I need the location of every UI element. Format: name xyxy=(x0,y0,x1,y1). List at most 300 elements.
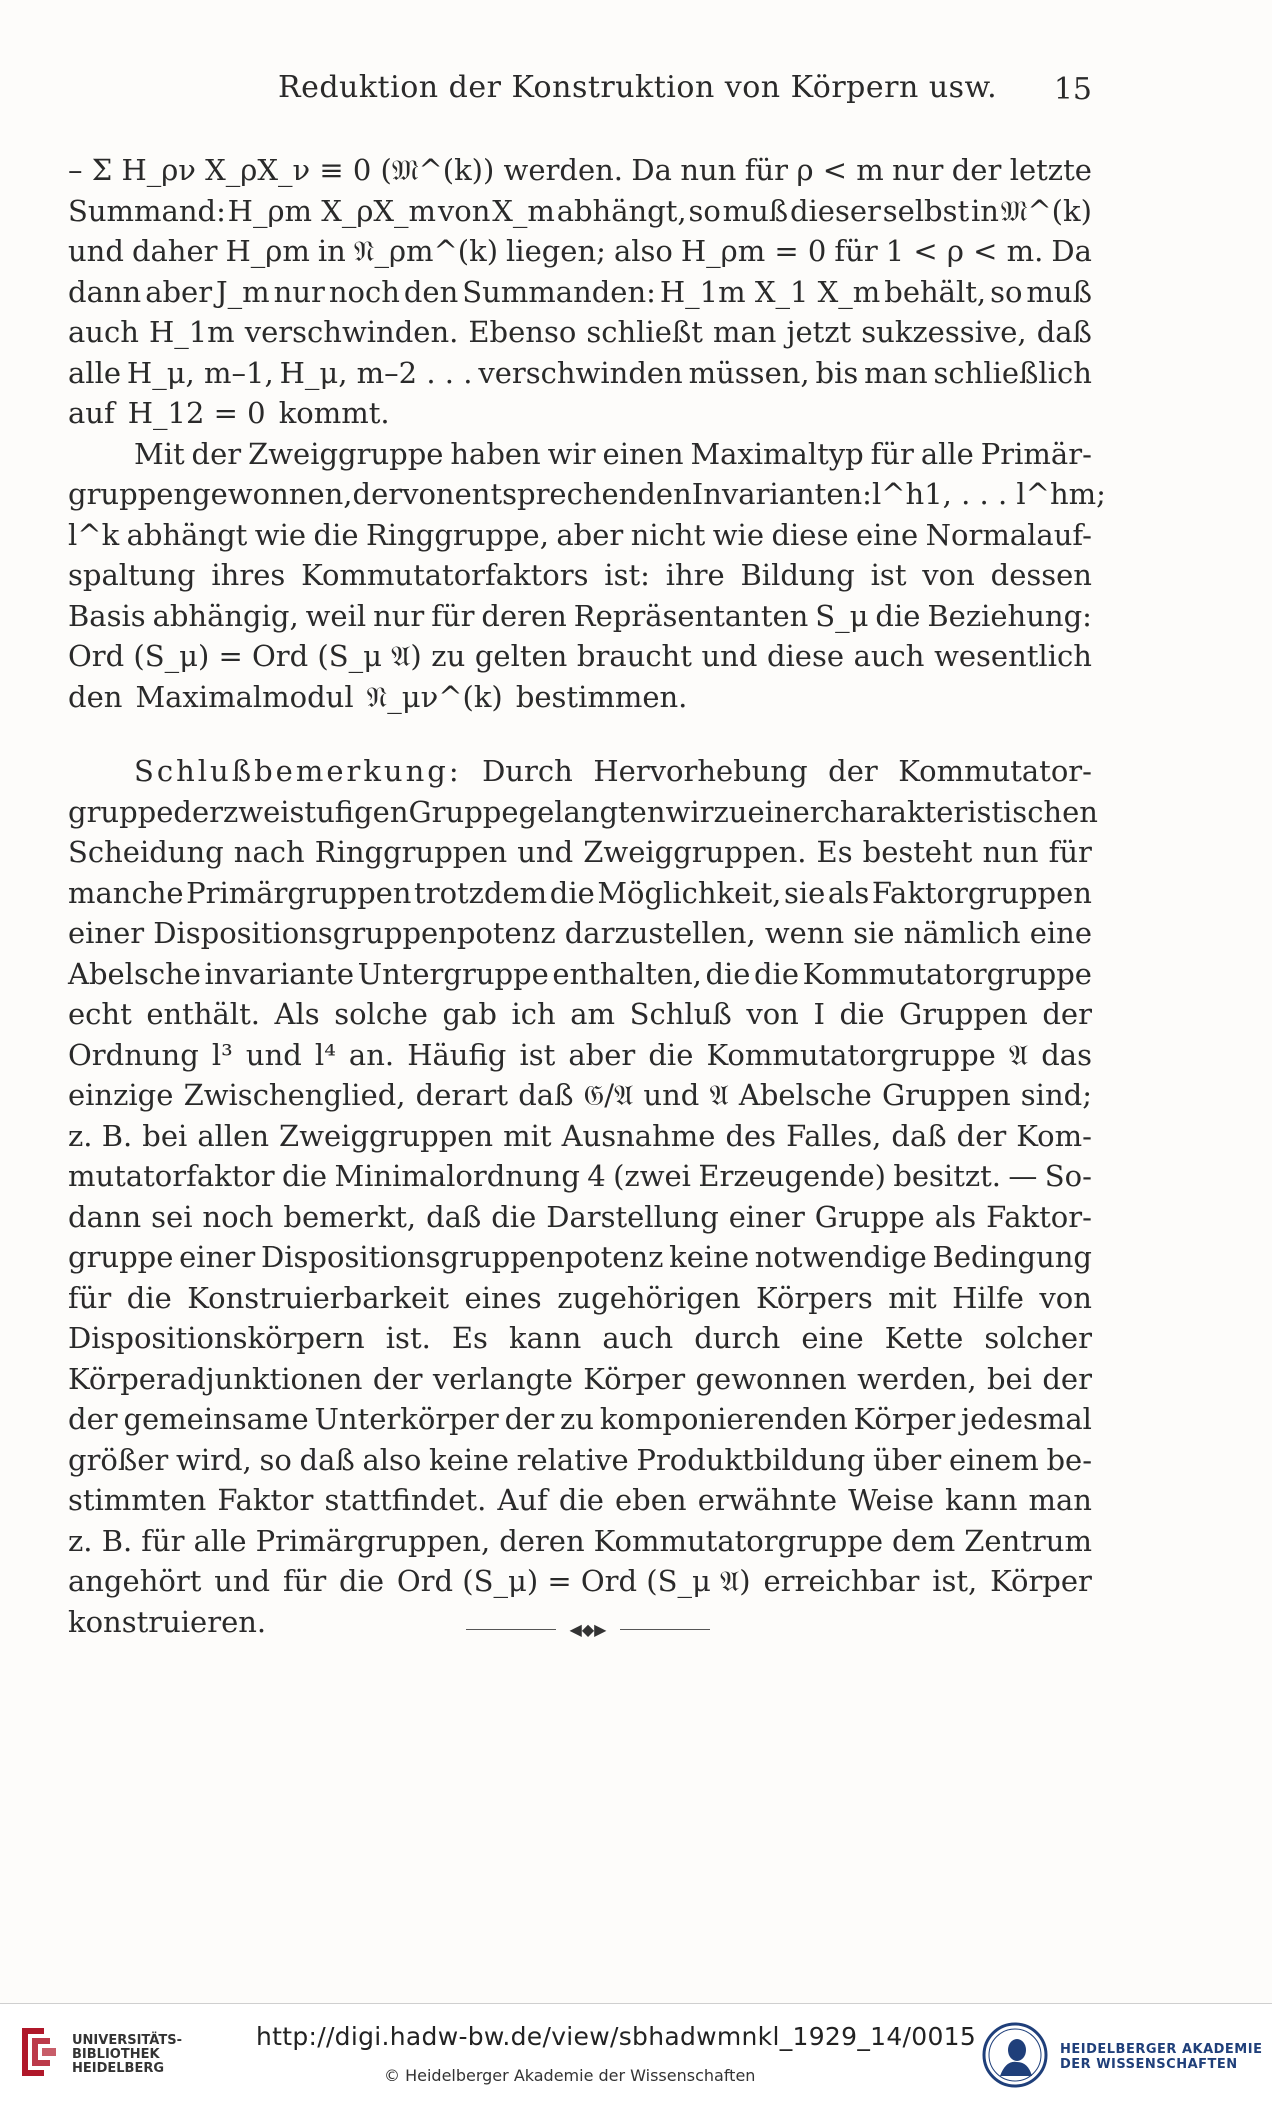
text-word: Hervorhebung xyxy=(593,754,808,788)
text-word: so xyxy=(990,274,1023,309)
text-word: Bedingung xyxy=(932,1240,1092,1274)
text-word: Summanden: xyxy=(462,274,656,309)
text-word: dann xyxy=(68,1199,142,1234)
text-word: schließt xyxy=(586,315,703,349)
copyright-notice: © Heidelberger Akademie der Wissenschaften xyxy=(384,2066,756,2085)
text-word: solcher xyxy=(984,1321,1092,1355)
text-word: der xyxy=(956,1118,1007,1153)
text-word: wenn xyxy=(764,916,845,950)
text-word: abhängt xyxy=(126,517,248,552)
text-line xyxy=(68,393,1092,434)
text-word: daß xyxy=(299,1442,355,1477)
text-word: und xyxy=(68,234,124,268)
text-word: eine xyxy=(801,1321,864,1355)
page-header xyxy=(68,70,1092,110)
text-line xyxy=(68,954,1092,995)
text-word: ist xyxy=(870,558,907,592)
text-word: be- xyxy=(1046,1442,1092,1477)
text-word: die xyxy=(549,875,595,910)
text-word: deren xyxy=(481,598,567,633)
text-word: alle xyxy=(193,1523,247,1558)
text-word: charakteristischen xyxy=(823,794,1098,829)
text-word: l³ xyxy=(211,1037,233,1072)
text-word: die xyxy=(648,1037,694,1072)
text-line xyxy=(68,1399,1092,1440)
text-word: nur xyxy=(273,274,325,309)
text-word: und xyxy=(517,835,574,869)
text-word: an. xyxy=(348,1037,395,1072)
text-word: behält, xyxy=(884,274,987,309)
text-word: dieser xyxy=(789,193,881,228)
text-word: komponierenden xyxy=(599,1402,848,1436)
text-word: wie xyxy=(712,517,764,552)
text-word: z. B. xyxy=(68,1118,133,1153)
text-word: Konstruierbarkeit xyxy=(187,1280,450,1315)
text-line xyxy=(68,1237,1092,1278)
text-word: für xyxy=(834,234,878,268)
text-word: besitzt. xyxy=(893,1159,1002,1193)
text-word: manche xyxy=(68,875,184,910)
text-word: Primär- xyxy=(980,436,1092,471)
text-word: von xyxy=(746,997,799,1031)
text-word: gruppen xyxy=(68,477,193,511)
text-line xyxy=(68,596,1092,637)
text-word: Körpers xyxy=(756,1280,873,1315)
text-line xyxy=(68,1440,1092,1481)
text-word: die xyxy=(313,517,359,552)
text-word: Primärgruppen, xyxy=(255,1523,491,1558)
text-word: (zwei xyxy=(613,1159,691,1193)
text-word: Da xyxy=(1051,234,1092,268)
text-word: Produktbildung xyxy=(636,1442,866,1477)
text-word: aber xyxy=(556,517,624,552)
text-word: notwendige xyxy=(754,1240,927,1274)
text-word: keine xyxy=(429,1442,509,1477)
text-word: nämlich xyxy=(903,916,1021,950)
text-word: abhängig, xyxy=(152,598,299,633)
running-title: Reduktion der Konstruktion von Körpern usw. xyxy=(278,70,998,105)
text-word: der xyxy=(504,1402,555,1436)
text-word: bestimmen. xyxy=(515,679,688,714)
text-line xyxy=(68,272,1092,313)
text-word: Hilfe xyxy=(952,1280,1024,1315)
text-word: ist, xyxy=(932,1564,978,1598)
text-word: nun xyxy=(680,153,737,187)
page-permalink[interactable]: http://digi.hadw-bw.de/view/sbhadwmnkl_1929_14/0015 xyxy=(256,2022,977,2051)
text-word: ρ < m xyxy=(796,153,884,187)
text-word: gruppe xyxy=(68,1240,174,1274)
text-word: Schlußbemerkung: xyxy=(134,754,462,788)
text-word: für xyxy=(68,1280,112,1315)
text-word: Kette xyxy=(884,1321,964,1355)
text-word: erwähnte xyxy=(697,1483,837,1517)
text-word: und xyxy=(701,639,758,673)
text-word: daher xyxy=(131,234,218,268)
text-word: verlangte xyxy=(432,1361,573,1396)
text-word: Faktor xyxy=(217,1483,314,1517)
text-word: Ringgruppe, xyxy=(365,517,549,552)
text-word: die xyxy=(705,956,751,991)
text-word: den xyxy=(68,679,123,714)
text-word: Ringgruppen xyxy=(314,835,508,869)
text-word: einem xyxy=(948,1442,1039,1477)
text-word: wesentlich xyxy=(934,639,1092,673)
text-line xyxy=(68,792,1098,833)
text-word: die xyxy=(339,1564,385,1598)
text-word: liegen; xyxy=(506,234,606,268)
text-word: am xyxy=(570,997,616,1031)
text-word: einer xyxy=(728,1199,805,1234)
text-word: der xyxy=(828,754,878,788)
text-word: für xyxy=(870,436,914,471)
text-word: muß xyxy=(1026,274,1092,309)
text-word: dem xyxy=(892,1523,956,1558)
text-word: der xyxy=(352,477,403,511)
text-word: stimmten xyxy=(68,1483,207,1517)
text-word: gelten xyxy=(474,639,568,673)
text-word: daß xyxy=(891,1118,947,1153)
academy-portrait-seal-icon xyxy=(982,2022,1048,2088)
text-line xyxy=(68,474,1106,515)
text-word: verschwinden. xyxy=(244,315,459,349)
text-word: Faktorgruppen xyxy=(871,875,1092,910)
text-word: einer xyxy=(179,1240,256,1274)
text-word: derart xyxy=(415,1078,509,1112)
text-word: für xyxy=(1048,835,1092,869)
text-word: einer xyxy=(68,916,145,950)
text-line xyxy=(68,913,1092,954)
text-word: enthalten, xyxy=(552,956,702,991)
text-word: Durch xyxy=(482,754,573,788)
text-word: für xyxy=(282,1564,327,1598)
text-word: keine xyxy=(669,1240,750,1274)
text-word: trotzdem xyxy=(414,875,548,910)
text-word: H_1m xyxy=(148,315,235,349)
text-word: mit xyxy=(503,1118,552,1153)
text-word: Ebenso xyxy=(468,315,577,349)
text-word: Zentrum xyxy=(964,1523,1092,1558)
viewer-footer xyxy=(0,2003,1272,2102)
text-word: jedesmal xyxy=(961,1402,1092,1436)
text-word: letzte xyxy=(1009,153,1092,187)
text-word: von xyxy=(1039,1280,1092,1315)
text-word: H_ρm X_ρX_m xyxy=(227,193,437,228)
text-word: Erzeugende) xyxy=(698,1159,886,1193)
text-word: daß xyxy=(426,1199,482,1234)
text-word: stattfindet. xyxy=(324,1483,487,1517)
text-line xyxy=(68,191,1092,232)
text-word: alle xyxy=(68,355,122,390)
text-word: also xyxy=(362,1442,422,1477)
text-word: S_μ xyxy=(815,598,869,633)
text-word: 𝔑_ρm^(k) xyxy=(353,234,499,268)
text-word: Dispositionsgruppenpotenz xyxy=(261,1240,664,1274)
text-word: dessen xyxy=(990,558,1092,592)
text-word: Scheidung xyxy=(68,835,224,869)
text-word: der xyxy=(173,794,223,829)
text-word: die xyxy=(558,1483,604,1517)
text-line xyxy=(68,1480,1092,1521)
text-word: invariante xyxy=(204,956,355,991)
text-word: – Σ H_ρν X_ρX_ν ≡ 0 (𝔐^(k)) werden. xyxy=(68,153,623,187)
text-word: Ord (S_μ) = Ord (S_μ 𝔄) xyxy=(396,1564,751,1598)
text-word: entsprechenden xyxy=(454,477,692,511)
text-word: wie xyxy=(254,517,307,552)
text-word: daß xyxy=(1036,315,1092,349)
text-word: die xyxy=(875,598,921,633)
text-word: noch xyxy=(328,274,400,309)
text-word: Häufig xyxy=(407,1037,507,1072)
text-word: kann xyxy=(945,1483,1018,1517)
text-line xyxy=(68,555,1092,596)
text-word: ist: xyxy=(604,558,650,592)
text-word: bis xyxy=(815,355,859,390)
text-word: Abelsche xyxy=(68,956,201,991)
text-word: Primärgruppen xyxy=(186,875,412,910)
text-word: für xyxy=(141,1523,185,1558)
text-word: Dispositionsgruppenpotenz xyxy=(153,916,556,950)
text-word: 𝔄 xyxy=(709,1078,729,1112)
text-word: H_ρm xyxy=(225,234,310,268)
text-word: abhängt, xyxy=(556,193,687,228)
text-word: sind; xyxy=(1020,1078,1092,1112)
text-line xyxy=(68,515,1092,556)
text-word: spaltung xyxy=(68,558,196,592)
text-line xyxy=(68,1156,1092,1197)
text-word: Ord (S_μ) = Ord (S_μ 𝔄) xyxy=(68,639,422,673)
text-word: nur xyxy=(373,598,425,633)
library-logo-icon xyxy=(14,2024,64,2080)
text-word: kommt. xyxy=(278,396,390,430)
text-word: sie xyxy=(783,875,826,910)
text-word: diese xyxy=(766,639,845,673)
text-word: in xyxy=(317,234,346,268)
text-word: sukzessive, xyxy=(861,315,1027,349)
text-word: und xyxy=(245,1037,302,1072)
text-word: Normalauf- xyxy=(925,517,1092,552)
page-number: 15 xyxy=(1053,72,1092,107)
text-word: konstruieren. xyxy=(68,1604,267,1639)
text-word: Repräsentanten xyxy=(573,598,809,633)
text-word: Ausnahme xyxy=(561,1118,716,1153)
text-word: Faktor- xyxy=(986,1199,1092,1234)
text-word: Da xyxy=(631,153,672,187)
text-word: und xyxy=(643,1078,700,1112)
text-word: gewonnen xyxy=(695,1361,847,1396)
text-word: Zweiggruppe xyxy=(248,436,444,471)
text-word: einen xyxy=(602,436,684,471)
text-line xyxy=(68,312,1092,353)
text-word: ihres xyxy=(211,558,286,592)
text-word: daß xyxy=(518,1078,574,1112)
text-word: ist. xyxy=(385,1321,431,1355)
text-word: 𝔐^(k) xyxy=(1000,193,1092,228)
text-word: l^h1, . . . l^hm; xyxy=(871,477,1106,511)
text-word: Schluß xyxy=(629,997,732,1031)
text-word: allen xyxy=(197,1118,270,1153)
ornament-icon: ◀◆▶ xyxy=(569,1620,607,1639)
text-word: Unterkörper xyxy=(314,1402,499,1436)
text-word: eben xyxy=(615,1483,687,1517)
text-word: weil xyxy=(305,598,367,633)
text-word: dann xyxy=(68,274,142,309)
text-word: müssen, xyxy=(688,355,810,390)
text-line xyxy=(68,873,1092,914)
text-word: 1 < ρ < m. xyxy=(885,234,1044,268)
text-word: auch xyxy=(68,315,139,349)
text-word: Ordnung xyxy=(68,1037,199,1072)
text-word: ihre xyxy=(665,558,725,592)
text-word: das xyxy=(1041,1037,1092,1072)
text-word: über xyxy=(873,1442,942,1477)
text-line xyxy=(68,1318,1092,1359)
text-word: eine xyxy=(855,517,919,552)
text-word: ich xyxy=(511,997,556,1031)
text-word: Mit xyxy=(134,436,185,471)
text-word: eines xyxy=(464,1280,542,1315)
text-word: Gruppe xyxy=(814,1199,925,1234)
text-word: 4 xyxy=(587,1159,606,1193)
text-line xyxy=(68,1561,1092,1602)
text-word: einer xyxy=(747,794,824,829)
text-word: H_μ, m–2 . . . xyxy=(279,355,473,390)
text-word: der xyxy=(191,436,242,471)
text-word: Kommutatorgruppe xyxy=(706,1037,996,1072)
text-word: nicht xyxy=(630,517,706,552)
text-line xyxy=(68,353,1092,394)
text-word: Kommutator- xyxy=(898,754,1092,788)
text-word: wir xyxy=(547,436,596,471)
text-word: l^k xyxy=(68,517,120,552)
text-word: den xyxy=(403,274,459,309)
text-line xyxy=(68,1035,1092,1076)
text-word: deren xyxy=(499,1523,585,1558)
text-word: gruppe xyxy=(68,794,174,829)
text-word: einzige xyxy=(68,1078,174,1112)
text-word: erreichbar xyxy=(763,1564,920,1598)
text-word: für xyxy=(431,598,475,633)
text-word: die xyxy=(491,1199,537,1234)
text-word: Kommutatorgruppe xyxy=(593,1523,883,1558)
text-word: gemeinsame xyxy=(123,1402,309,1436)
text-word: diese xyxy=(771,517,849,552)
text-word: H_12 = 0 xyxy=(127,396,266,430)
text-word: bemerkt, xyxy=(283,1199,417,1234)
text-word: so xyxy=(688,193,721,228)
text-word: sei xyxy=(151,1199,193,1234)
text-word: Körperadjunktionen xyxy=(68,1361,363,1396)
text-word: von xyxy=(922,558,975,592)
text-line xyxy=(68,832,1092,873)
text-word: Als xyxy=(274,997,320,1031)
text-word: zu xyxy=(560,1402,594,1436)
text-word: auch xyxy=(853,639,925,673)
text-word: jetzt xyxy=(786,315,852,349)
text-word: zu xyxy=(713,794,748,829)
text-word: Basis xyxy=(68,598,146,633)
text-word: Weise xyxy=(848,1483,935,1517)
text-word: selbst xyxy=(882,193,970,228)
text-word: gewonnen, xyxy=(192,477,353,511)
text-word: Maximaltyp xyxy=(690,436,864,471)
text-word: J_m xyxy=(216,274,270,309)
text-word: der xyxy=(951,153,1002,187)
text-line xyxy=(68,1075,1092,1116)
text-word: enthält. xyxy=(146,997,260,1031)
text-word: H_ρm = 0 xyxy=(680,234,827,268)
text-word: H_1m X_1 X_m xyxy=(659,274,881,309)
text-word: Zwischenglied, xyxy=(183,1078,406,1112)
text-word: l⁴ xyxy=(314,1037,336,1072)
text-word: Maximalmodul xyxy=(135,679,354,714)
text-word: alle xyxy=(920,436,974,471)
text-word: Invarianten: xyxy=(691,477,872,511)
text-word: relative xyxy=(516,1442,629,1477)
text-word: Körper xyxy=(583,1361,686,1396)
text-word: des xyxy=(725,1118,777,1153)
text-line xyxy=(68,751,1092,792)
text-word: nur xyxy=(892,153,944,187)
text-word: als xyxy=(827,875,870,910)
text-line xyxy=(68,1116,1092,1157)
text-word: werden, xyxy=(857,1361,977,1396)
text-word: man xyxy=(864,355,928,390)
text-word: haben xyxy=(450,436,541,471)
text-word: darzustellen, xyxy=(564,916,756,950)
text-word: Auf xyxy=(497,1483,548,1517)
text-word: Es xyxy=(451,1321,488,1355)
text-word: Möglichkeit, xyxy=(597,875,782,910)
academy-name: HEIDELBERGER AKADEMIE DER WISSENSCHAFTEN xyxy=(1060,2042,1263,2072)
text-word: auf xyxy=(68,396,115,430)
text-word: 𝔄 xyxy=(1008,1037,1029,1072)
body-text xyxy=(68,150,1106,1642)
text-word: aber xyxy=(145,274,213,309)
text-word: solche xyxy=(334,997,428,1031)
text-line xyxy=(68,434,1092,475)
text-line xyxy=(68,1359,1092,1400)
text-word: Zweiggruppen. xyxy=(583,835,807,869)
text-word: die xyxy=(839,997,885,1031)
text-word: zweistufigen xyxy=(223,794,409,829)
text-word: 𝔊/𝔄 xyxy=(583,1078,634,1112)
text-line xyxy=(68,994,1092,1035)
text-word: eine xyxy=(1029,916,1092,950)
text-word: zugehörigen xyxy=(557,1280,741,1315)
text-word: der xyxy=(68,1402,118,1436)
text-word: wird, xyxy=(176,1442,252,1477)
text-word: Minimalordnung xyxy=(334,1159,580,1193)
text-word: bei xyxy=(986,1361,1032,1396)
text-word: noch xyxy=(202,1199,274,1234)
text-word: sie xyxy=(853,916,895,950)
text-word: von xyxy=(402,477,455,511)
text-word: schließlich xyxy=(933,355,1092,390)
text-word: braucht xyxy=(576,639,692,673)
text-word: Es xyxy=(816,835,853,869)
text-word: gab xyxy=(442,997,497,1031)
text-line xyxy=(68,677,1092,718)
text-word: in xyxy=(970,193,999,228)
text-word: Abelsche xyxy=(738,1078,872,1112)
text-word: Falles, xyxy=(786,1118,882,1153)
text-word: muß xyxy=(722,193,789,228)
text-word: man xyxy=(712,315,777,349)
text-word: wir xyxy=(665,794,714,829)
text-word: Gruppen xyxy=(899,997,1028,1031)
text-word: für xyxy=(744,153,789,187)
text-word: mit xyxy=(888,1280,937,1315)
